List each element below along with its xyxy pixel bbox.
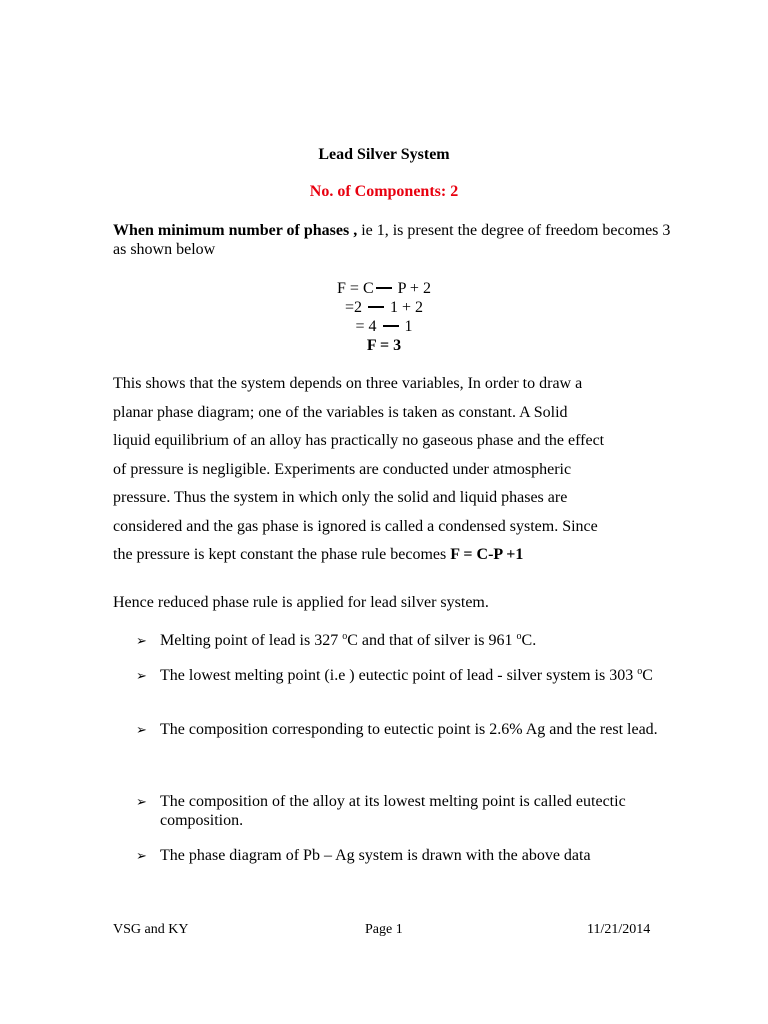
components-heading: No. of Components: 2: [309, 183, 459, 200]
paragraph-line: pressure. Thus the system in which only the solid and liquid phases are: [113, 489, 568, 506]
arrow-bullet-icon: ➢: [136, 722, 147, 737]
arrow-bullet-icon: ➢: [136, 633, 147, 648]
equation-line-1: [0, 279, 768, 298]
arrow-bullet-icon: ➢: [136, 668, 147, 683]
page-title: Lead Silver System: [318, 146, 450, 163]
list-item-text: The composition of the alloy at its lowest melting point is called eutectic composition.: [160, 793, 626, 829]
footer-page-number: Page 1: [365, 922, 403, 937]
arrow-bullet-icon: ➢: [136, 848, 147, 863]
equation-line-3-left: = 4: [355, 318, 381, 335]
equation-line-1-left: F = C: [337, 280, 374, 297]
list-item-text: Melting point of lead is 327 $^o$C and that of silver is 961 $^o$C.: [160, 631, 537, 649]
paragraph-line: planar phase diagram; one of the variables is taken as constant. A Solid: [113, 404, 568, 421]
list-item-text: The lowest melting point (i.e ) eutectic point of lead - silver system is 303 $^o$C: [160, 666, 653, 684]
hence-line: Hence reduced phase rule is applied for lead silver system.: [113, 594, 489, 611]
intro-rest: ie 1, is present the degree of freedom becomes 3 as shown below: [113, 222, 671, 258]
paragraph-last-line-text: the pressure is kept constant the phase rule becomes: [113, 546, 451, 563]
minus-dash: [368, 306, 384, 308]
footer-authors: VSG and KY: [113, 922, 189, 937]
arrow-bullet-icon: ➢: [136, 794, 147, 809]
equation-line-2: [0, 298, 768, 317]
list-item-text: The composition corresponding to eutectic point is 2.6% Ag and the rest lead.: [160, 721, 658, 738]
reduced-phase-rule: F = C-P +1: [450, 546, 524, 563]
footer-date: 11/21/2014: [587, 922, 651, 937]
equation-line-2-right: 1 + 2: [386, 299, 424, 316]
equation-line-2-left: =2: [344, 299, 366, 316]
paragraph-line: liquid equilibrium of an alloy has practically no gaseous phase and the effect: [113, 432, 605, 449]
list-item-text: The phase diagram of Pb – Ag system is drawn with the above data: [160, 847, 591, 864]
paragraph-last-line: [113, 545, 523, 564]
intro-bold: When minimum number of phases ,: [113, 222, 358, 239]
paragraph-line: This shows that the system depends on three variables, In order to draw a: [113, 375, 583, 392]
equation-line-1-right: P + 2: [393, 280, 431, 297]
equation-result: F = 3: [366, 337, 402, 354]
equation-line-3-right: 1: [400, 318, 413, 335]
paragraph-line: considered and the gas phase is ignored is called a condensed system. Since: [113, 518, 598, 535]
minus-dash: [383, 325, 399, 327]
minus-dash: [376, 287, 392, 289]
equation-line-3: [0, 317, 768, 336]
paragraph-line: of pressure is negligible. Experiments are conducted under atmospheric: [113, 461, 572, 478]
intro-text: [113, 221, 673, 259]
